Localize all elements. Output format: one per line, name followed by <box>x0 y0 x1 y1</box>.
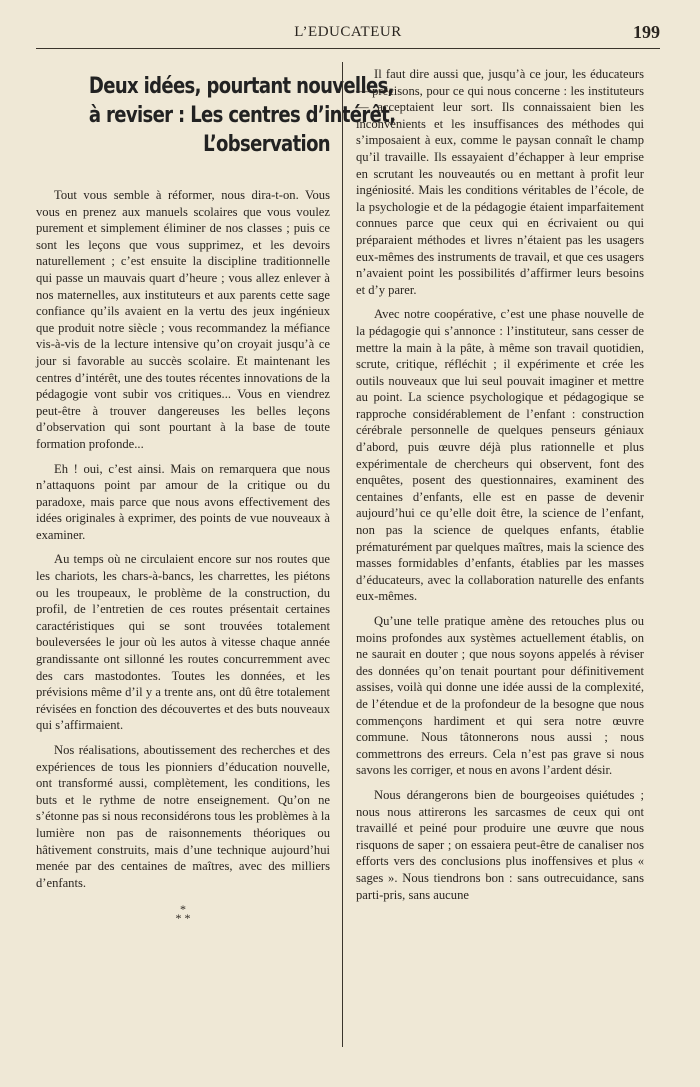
paragraph: Il faut dire aussi que, jusqu’à ce jour, les éducateurs — précisons, pour ce qui nous concerne : les instituteurs — acceptaient leur sort. Ils connaissaient bien les inconvénients et les insuffisances des méthodes qui s’imposaient à eux, comme le paysan connaît le champ qu’il travaille. Ils essayaient d’échapper à leur emprise en scrutant les nouveautés ou en mettant à profit leur ingéniosité. Mais les conditions véritables de l’école, de la psychologie et de la pédagogie étaient imparfaitement connues parce que ceux qui en écrivaient ou qui préparaient méthodes et livres n’étaient pas les usagers eux-mêmes des instruments de travail, et que ces usagers n’avaient point les possibilités d’affirmer leurs besoins et d’y parer. <box>356 67 644 297</box>
paragraph: Au temps où ne circulaient encore sur nos routes que les chariots, les chars-à-bancs, les charrettes, les piétons ou les troupeaux, le problème de la construction, du profil, de l’entretien de ces routes présentait certaines caractéristiques qui se sont trouvées totalement bouleversées le jour où les autos à vitesse chaque année grandissante ont sillonné les routes concurremment avec des cars mastodontes. Toutes les données, et les prévisions même d’il y a trente ans, ont dû être totalement révisées en fonction des découvertes et des buts nouveaux qui s’affirmaient. <box>36 552 330 733</box>
title-line: Deux idées, pourtant nouvelles, <box>88 74 394 99</box>
section-separator: * * * <box>175 902 191 926</box>
running-header <box>36 22 660 49</box>
title-line: L’observation <box>203 132 330 157</box>
paragraph: Qu’une telle pratique amène des retouches plus ou moins profondes aux systèmes actuellement établis, on ne saurait en douter ; que nous soyons appelés à réviser des données qu’on tenait pourtant pour définitivement assises, voilà qui donne une idée aussi de la complexité, de l’étendue et de la profondeur de la besogne que nous commençons hardiment et qui sera notre œuvre commune. Nous tâtonnerons nous aussi ; nous commettrons des erreurs. Cela n’est pas grave si nous savons les corriger, et nous en avons l’ardent désir. <box>356 614 644 778</box>
paragraph: Tout vous semble à réformer, nous dira-t-on. Vous vous en prenez aux manuels scolaires que vous voulez purement et simplement éliminer de nos classes ; puis ce sont les leçons que vous supprimez, et les devoirs naturellement ; c’est ensuite la discipline traditionnelle qui passe un mauvais quart d’heure ; vous allez enlever à nos maternelles, aux instituteurs et aux parents cette sage confiance qu’ils avaient en la vertu des jeux ingénieux que produit notre siècle ; vous recommandez la méfiance vis-à-vis de la lecture intensive qu’on croyait jusqu’à ce jour si favorable au succès scolaire. Et maintenant les centres d’intérêt, une des toutes récentes innovations de la pédagogie vont subir vos critiques... Vous en viendrez peut-être à trouver dangereuses les belles leçons d’observation qui sont pourtant à la base de toute formation profonde... <box>36 188 330 451</box>
column-divider <box>342 62 343 1047</box>
paragraph: Nos réalisations, aboutissement des recherches et des expériences de tous les pionniers d’éducation nouvelle, ont transformé aussi, complètement, les conditions, les buts et le rythme de notre enseignement. Qu’on ne s’étonne pas si nous reconsidérons tous les problèmes à la lumière non pas de raisonnements théoriques ou hâtivement construits, mais d’une technique aujourd’hui menée par des centaines de maîtres, avec des milliers d’enfants. <box>36 743 330 890</box>
left-column <box>36 62 396 1037</box>
article-title <box>88 72 396 159</box>
journal-title: L’EDUCATEUR <box>294 24 402 40</box>
paragraph: Eh ! oui, c’est ainsi. Mais on remarquera que nous n’attaquons point par amour de la critique ou du paradoxe, mais parce que nous avons effectivement des idées originales à exprimer, des points de vue nouveaux à examiner. <box>36 461 330 542</box>
paragraph: Nous dérangerons bien de bourgeoises quiétudes ; nous nous attirerons les sarcasmes de ceux qui ont travaillé et peiné pour produire une œuvre que nous risquons de saper ; on essaiera peut-être de canaliser nos efforts vers des conclusions plus inoffensives et plus « sages ». Nous tiendrons bon : sans outrecuidance, sans parti-pris, sans aucune <box>356 787 644 902</box>
page-number: 199 <box>633 22 660 42</box>
right-column <box>356 66 644 1037</box>
paragraph: Avec notre coopérative, c’est une phase nouvelle de la pédagogie qui s’annonce : l’instituteur, sans cesser de mettre la main à la pâte, à même son travail quotidien, scrute, critique, réfléchit ; il expérimente et crée les outils nouveaux que lui seul pouvait imaginer et mettre au point. La science psychologique et pédagogique se rapproche considérablement de l’enfant : construction cérébrale personnelle de quelques penseurs géniaux d’abord, puis œuvre déjà plus rationnelle et plus expérimentale de chercheurs qui observent, font des enquêtes, posent des questionnaires, examinent des centaines d’enfants, elle est en passe de devenir aujourd’hui ce qu’elle doit être, la science de l’enfant, non pas la science de quelques enfants, établie prématurément par quelques maîtres, mais la science des masses formidables d’enfants, établies par les masses d’éducateurs, avec la collaboration naturelle des enfants eux-mêmes. <box>356 307 644 604</box>
title-line: à reviser : Les centres d’intérêt, <box>88 103 396 128</box>
